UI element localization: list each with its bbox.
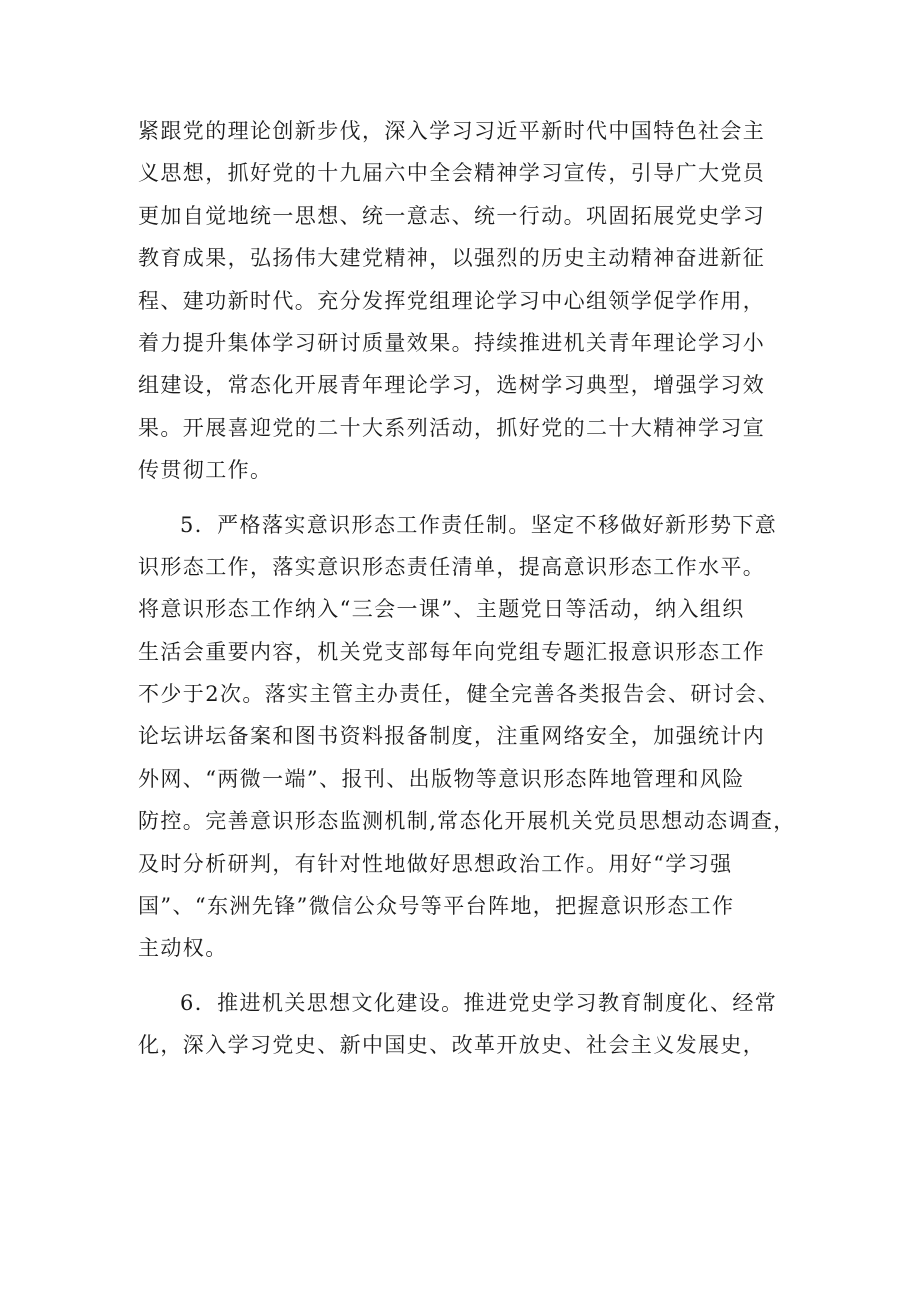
text-line: 不少于2次。落实主管主办责任，健全完善各类报告会、研讨会、 [138, 682, 780, 707]
text-line: 程、建功新时代。充分发挥党组理论学习中心组领学促学作用， [138, 288, 766, 313]
paragraph-ideology-responsibility [138, 504, 798, 970]
text-line: 国”、“东洲先锋”微信公众号等平台阵地，把握意识形态工作 [138, 894, 735, 919]
text-line: 外网、“两微一端”、报刊、出版物等意识形态阵地管理和风险 [138, 766, 745, 791]
text-line: 更加自觉地统一思想、统一意志、统一行动。巩固拓展党史学习 [138, 203, 766, 228]
text-line: 防控。完善意识形态监测机制,常态化开展机关党员思想动态调查， [138, 809, 796, 834]
text-line: 识形态工作，落实意识形态责任清单，提高意识形态工作水平。 [138, 554, 766, 579]
text-line: 组建设，常态化开展青年理论学习，选树学习典型，增强学习效 [138, 373, 766, 398]
paragraph-spacer [138, 970, 798, 982]
text-line: 传贯彻工作。 [138, 458, 273, 483]
text-line: 果。开展喜迎党的二十大系列活动，抓好党的二十大精神学习宣 [138, 415, 766, 440]
text-line: 化，深入学习党史、新中国史、改革开放史、社会主义发展史， [138, 1033, 766, 1058]
text-line: 5．严格落实意识形态工作责任制。坚定不移做好新形势下意 [180, 512, 778, 537]
text-line: 6．推进机关思想文化建设。推进党史学习教育制度化、经常 [180, 990, 778, 1015]
text-line: 及时分析研判，有针对性地做好思想政治工作。用好“学习强 [138, 851, 733, 876]
text-line: 教育成果，弘扬伟大建党精神，以强烈的历史主动精神奋进新征 [138, 246, 766, 271]
paragraph-culture-building [138, 982, 798, 1067]
text-line: 生活会重要内容，机关党支部每年向党组专题汇报意识形态工作 [138, 639, 766, 664]
text-line: 着力提升集体学习研讨质量效果。持续推进机关青年理论学习小 [138, 330, 766, 355]
text-line: 义思想，抓好党的十九届六中全会精神学习宣传，引导广大党员 [138, 161, 766, 186]
text-line: 将意识形态工作纳入“三会一课”、主题党日等活动，纳入组织 [138, 597, 745, 622]
document-body [138, 110, 798, 1067]
text-line: 论坛讲坛备案和图书资料报备制度，注重网络安全，加强统计内 [138, 724, 766, 749]
paragraph-ideological-study [138, 110, 798, 492]
text-line: 紧跟党的理论创新步伐，深入学习习近平新时代中国特色社会主 [138, 119, 766, 143]
paragraph-spacer [138, 492, 798, 504]
text-line: 主动权。 [138, 936, 228, 961]
